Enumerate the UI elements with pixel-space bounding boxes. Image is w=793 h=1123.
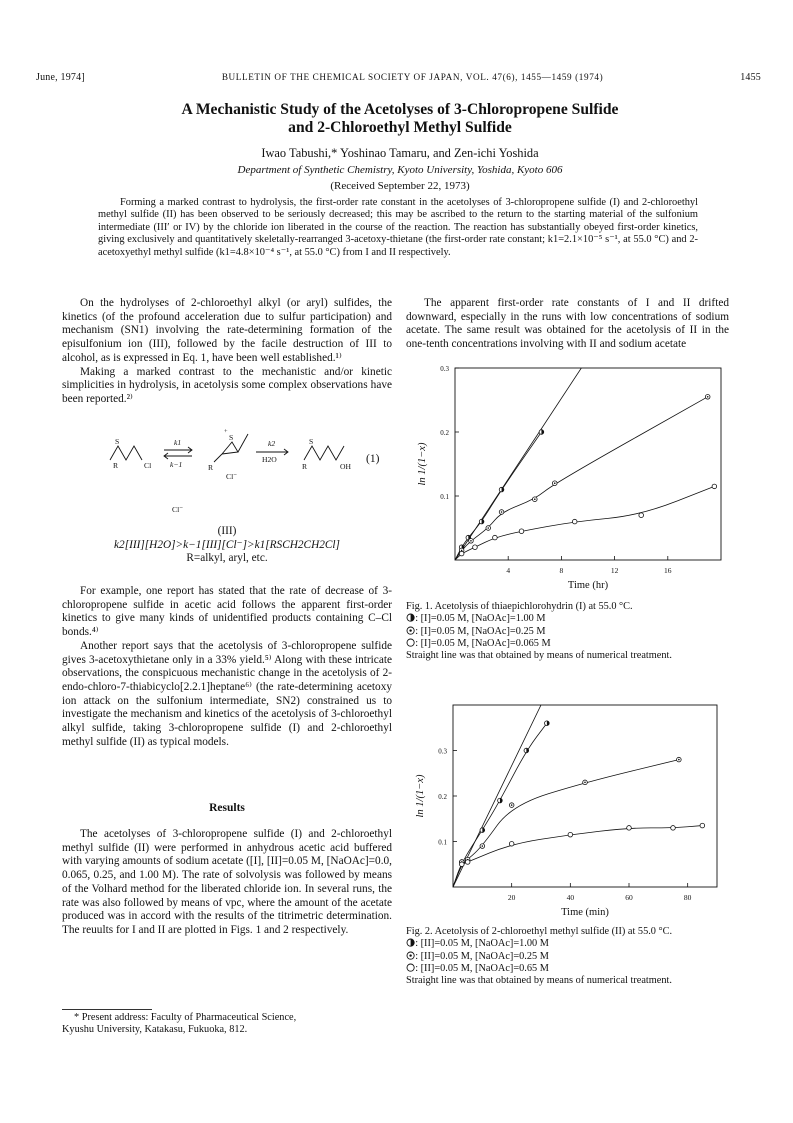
scheme-cl-1: Cl xyxy=(144,461,152,470)
open-circle-icon xyxy=(406,638,415,649)
fig1-x-tick-label-1: 8 xyxy=(559,566,564,575)
fig2-point-half-1 xyxy=(480,828,485,833)
fig1-y-axis-label: ln 1/(1−x) xyxy=(417,442,428,486)
episulfonium-ring xyxy=(222,442,238,454)
title-line-2: and 2-Chloroethyl Methyl Sulfide xyxy=(288,119,512,136)
fig1-point-open-6 xyxy=(712,484,717,489)
fig1-y-tick-label-2: 0.3 xyxy=(440,365,449,373)
fig2-point-half-2 xyxy=(498,798,503,803)
fig2-x-tick-label-0: 20 xyxy=(507,893,516,902)
fig2-point-open-1 xyxy=(465,860,470,865)
figure-2-caption xyxy=(406,926,729,988)
fig1-y-tick-label-1: 0.2 xyxy=(440,429,449,437)
half-circle-icon xyxy=(406,613,415,624)
fig1-point-dot-5 xyxy=(552,481,557,486)
scheme-plus: + xyxy=(224,428,228,435)
scheme-cl-minus-1: Cl⁻ xyxy=(226,472,238,481)
authors: Iwao Tabushi,* Yoshinao Tamaru, and Zen-ichi Yoshida xyxy=(261,146,539,160)
fig1-x-tick-label-3: 16 xyxy=(664,566,672,575)
scheme-r-2: R xyxy=(208,463,214,472)
fig1-note: Straight line was that obtained by means of numerical treatment. xyxy=(406,650,672,662)
scheme-oh: OH xyxy=(340,462,351,471)
fig1-point-open-2 xyxy=(493,535,498,540)
results-body xyxy=(62,828,392,938)
fig2-x-tick-label-2: 60 xyxy=(625,893,633,902)
header-date: June, 1974] xyxy=(36,72,85,83)
fig1-x-tick-label-2: 12 xyxy=(610,566,619,575)
scheme-label-iii: (III) xyxy=(217,525,237,537)
paragraph-1: On the hydrolyses of 2-chloroethyl alkyl (or aryl) sulfides, the kinetics (of the profound acceleration due to sulfur participation) and mechanism (SN1) involving the rate-determining formation of the episulfonium ion (III), followed by the facile destruction of III to alcohol, as is expressed in Eq. 1, have been well established.¹⁾ xyxy=(62,297,392,364)
fig1-point-half-2 xyxy=(479,519,484,524)
fig1-plot-frame xyxy=(455,368,721,560)
fig2-x-tick-label-3: 80 xyxy=(683,893,692,902)
fig1-legend-1: : [I]=0.05 M, [NaOAc]=1.00 M xyxy=(406,613,729,625)
paragraph-3: For example, one report has stated that the rate of decrease of 3-chloropropene sulfide in acetic acid follows the apparent first-order kinetics to give many kinds of unidentified products containing C–Cl bonds.⁴⁾ xyxy=(62,585,392,639)
scheme-caption-block xyxy=(62,525,392,566)
rate-relation: k2[III][H2O]>k−1[III][Cl⁻]>k1[RSCH2CH2Cl] xyxy=(114,538,340,551)
fig2-point-dot-2 xyxy=(480,844,485,849)
fig1-point-open-5 xyxy=(639,513,644,518)
fig2-y-tick-label-0: 0.1 xyxy=(438,838,447,847)
fig1-point-dot-3 xyxy=(499,510,504,515)
header-journal: BULLETIN OF THE CHEMICAL SOCIETY OF JAPAN, VOL. 47(6), 1455—1459 (1974) xyxy=(221,72,604,82)
fig2-point-open-5 xyxy=(671,826,676,831)
fig1-curve-open xyxy=(455,486,714,560)
fig1-caption-title: Fig. 1. Acetolysis of thiaepichlorohydrin (I) at 55.0 °C. xyxy=(406,601,633,612)
reaction-scheme xyxy=(104,424,394,528)
running-header xyxy=(36,72,761,83)
fig2-point-dot-4 xyxy=(583,780,588,785)
footnote-rule xyxy=(62,1009,152,1010)
fig1-legend-3: : [I]=0.05 M, [NaOAc]=0.065 M xyxy=(406,638,729,650)
paragraph-4: Another report says that the acetolysis of 3-chloropropene sulfide gives 3-acetoxythietane only in a 33% yield.⁵⁾ Along with these intricate observations, the conspicuous mechanistic change in the acetolysis of 2-endo-chloro-7-thiabicyclo[2.2.1]heptane⁶⁾ (the rate-determining acetoxy ion attack on the sulfonium intermediate, SN2) constrained us to investigate the mechanism and kinetics of the acetolysis of 3-chloroethyl alkyl sulfide, taking 3-chloropropene sulfide (I) and 2-chloroethyl methyl sulfide (II) as typical models. xyxy=(62,639,392,748)
reactant-chain xyxy=(110,446,142,460)
scheme-s-3: S xyxy=(309,437,314,446)
fig2-note: Straight line was that obtained by means of numerical treatment. xyxy=(406,975,672,987)
fig2-point-open-0 xyxy=(460,862,465,867)
fig2-point-open-6 xyxy=(700,823,705,828)
scheme-r-1: R xyxy=(113,461,119,470)
paper-title xyxy=(60,101,740,137)
footnote xyxy=(62,1012,392,1037)
fig1-point-dot-4 xyxy=(533,497,538,502)
open-circle-icon xyxy=(406,963,415,974)
paragraph-2: Making a marked contrast to the mechanistic and/or kinetic simplicities in hydrolysis, in acetolysis some complex observations have been reported.²⁾ xyxy=(62,365,392,405)
r-definition: R=alkyl, aryl, etc. xyxy=(186,552,268,565)
affiliation: Department of Synthetic Chemistry, Kyoto University, Yoshida, Kyoto 606 xyxy=(237,164,563,176)
fig1-x-tick-label-0: 4 xyxy=(506,566,511,575)
fig2-plot-area xyxy=(453,705,702,887)
scheme-k-1: k−1 xyxy=(170,460,183,469)
fig1-point-half-3 xyxy=(499,487,504,492)
fig2-y-tick-label-1: 0.2 xyxy=(438,793,447,801)
paragraph-5: The acetolyses of 3-chloropropene sulfide (I) and 2-chloroethyl methyl sulfide (II) were performed in anhydrous acetic acid buffered with varying amounts of sodium acetate ([I], [II]=0.05 M, [NaOAc]=0.0, 0.065, 0.25, and 1.00 M). The rate of solvolysis was followed by means of the Volhard method for the liberated chloride ion. In several runs, the rate was also followed by means of vpc, where the amount of the acetate produced was in accord with the results of the titrimetric determination. The reuults for I and II are plotted in Figs. 1 and 2 respectively. xyxy=(62,828,392,936)
fig1-point-open-1 xyxy=(473,545,478,550)
figure-1-chart xyxy=(396,358,730,598)
received-date: (Received September 22, 1973) xyxy=(330,180,470,192)
scheme-r-3: R xyxy=(302,462,308,471)
scheme-k2: k2 xyxy=(268,439,276,448)
dot-circle-icon xyxy=(406,626,415,637)
footnote-line-1: * Present address: Faculty of Pharmaceutical Science, xyxy=(74,1012,297,1023)
scheme-h2o: H2O xyxy=(262,455,277,464)
equation-number: (1) xyxy=(366,453,380,465)
fig1-point-dot-2 xyxy=(486,526,491,531)
fig1-curve-dot xyxy=(455,397,708,560)
fig1-point-open-0 xyxy=(459,551,464,556)
figure-1-caption xyxy=(406,601,729,663)
fig2-point-open-2 xyxy=(509,841,514,846)
fig1-legend-2: : [I]=0.05 M, [NaOAc]=0.25 M xyxy=(406,626,729,638)
fig2-y-axis-label: ln 1/(1−x) xyxy=(415,774,426,818)
fig1-point-open-4 xyxy=(572,519,577,524)
fig2-legend-2: : [II]=0.05 M, [NaOAc]=0.25 M xyxy=(406,951,729,963)
title-line-1: A Mechanistic Study of the Acetolyses of 3-Chloropropene Sulfide xyxy=(181,101,619,118)
scheme-k1: k1 xyxy=(174,438,182,447)
right-column-intro xyxy=(406,297,729,352)
fig2-point-half-3 xyxy=(524,748,529,753)
fig2-curve-dot xyxy=(453,760,679,887)
fig1-point-half-4 xyxy=(539,430,544,435)
footnote-line-2: Kyushu University, Katakasu, Fukuoka, 812. xyxy=(62,1024,248,1036)
fig2-caption-title: Fig. 2. Acetolysis of 2-chloroethyl methyl sulfide (II) at 55.0 °C. xyxy=(406,926,673,937)
fig2-plot-frame xyxy=(453,705,717,887)
fig2-point-half-4 xyxy=(545,721,550,726)
fig2-legend-1: : [II]=0.05 M, [NaOAc]=1.00 M xyxy=(406,938,729,950)
right-paragraph-1: The apparent first-order rate constants of I and II drifted downward, especially in the runs with low concentrations of sodium acetate. The same result was obtained for the acetolysis of II in the one-tenth concentrations involving with II and sodium acetate xyxy=(406,297,729,351)
scheme-s-1: S xyxy=(115,437,120,446)
scheme-s-2: S xyxy=(229,433,234,442)
product-chain xyxy=(304,446,344,460)
fig2-y-tick-label-2: 0.3 xyxy=(438,747,447,756)
fig1-y-tick-label-0: 0.1 xyxy=(440,493,449,501)
fig2-legend-3: : [II]=0.05 M, [NaOAc]=0.65 M xyxy=(406,963,729,975)
half-circle-icon xyxy=(406,938,415,949)
abstract: Forming a marked contrast to hydrolysis, the first-order rate constant in the acetolyses of 3-chloropropene sulfide (I) and 2-chloroethyl methyl sulfide (II) has been observed to be seriously decreased; this may be ascribed to the return to the starting material of the sulfonium intermediate (III′ or IV) by the chloride ion liberated in the course of the reaction. The reaction has substantially obeyed first-order kinetics, giving exclusively and quantitatively skeletally-rearranged 3-acetoxy-thietane (the first-order rate constant; k1=2.1×10⁻⁵ s⁻¹, at 55.0 °C) and 2-acetoxyethyl methyl sulfide (k1=4.8×10⁻⁴ s⁻¹, at 55.0 °C) from I and II respectively. xyxy=(98,197,698,258)
fig1-point-dot-1 xyxy=(469,539,474,544)
fig1-point-open-3 xyxy=(519,529,524,534)
dot-circle-icon xyxy=(406,951,415,962)
fig1-plot-area xyxy=(455,368,714,560)
fig2-point-dot-3 xyxy=(509,803,514,808)
left-column-intro xyxy=(62,297,392,407)
left-column-body xyxy=(62,585,392,749)
scheme-cl-minus-2: Cl⁻ xyxy=(172,505,184,514)
figure-2-chart xyxy=(396,700,730,922)
fig2-x-tick-label-1: 40 xyxy=(566,893,575,902)
fig2-point-open-4 xyxy=(627,826,632,831)
fig2-x-axis-label: Time (min) xyxy=(561,907,609,918)
fig1-x-axis-label: Time (hr) xyxy=(567,580,609,591)
header-page-number: 1455 xyxy=(740,72,761,83)
results-heading: Results xyxy=(209,802,245,814)
fig2-point-open-3 xyxy=(568,832,573,837)
fig2-point-dot-5 xyxy=(677,757,682,762)
fig1-point-dot-6 xyxy=(705,395,710,400)
